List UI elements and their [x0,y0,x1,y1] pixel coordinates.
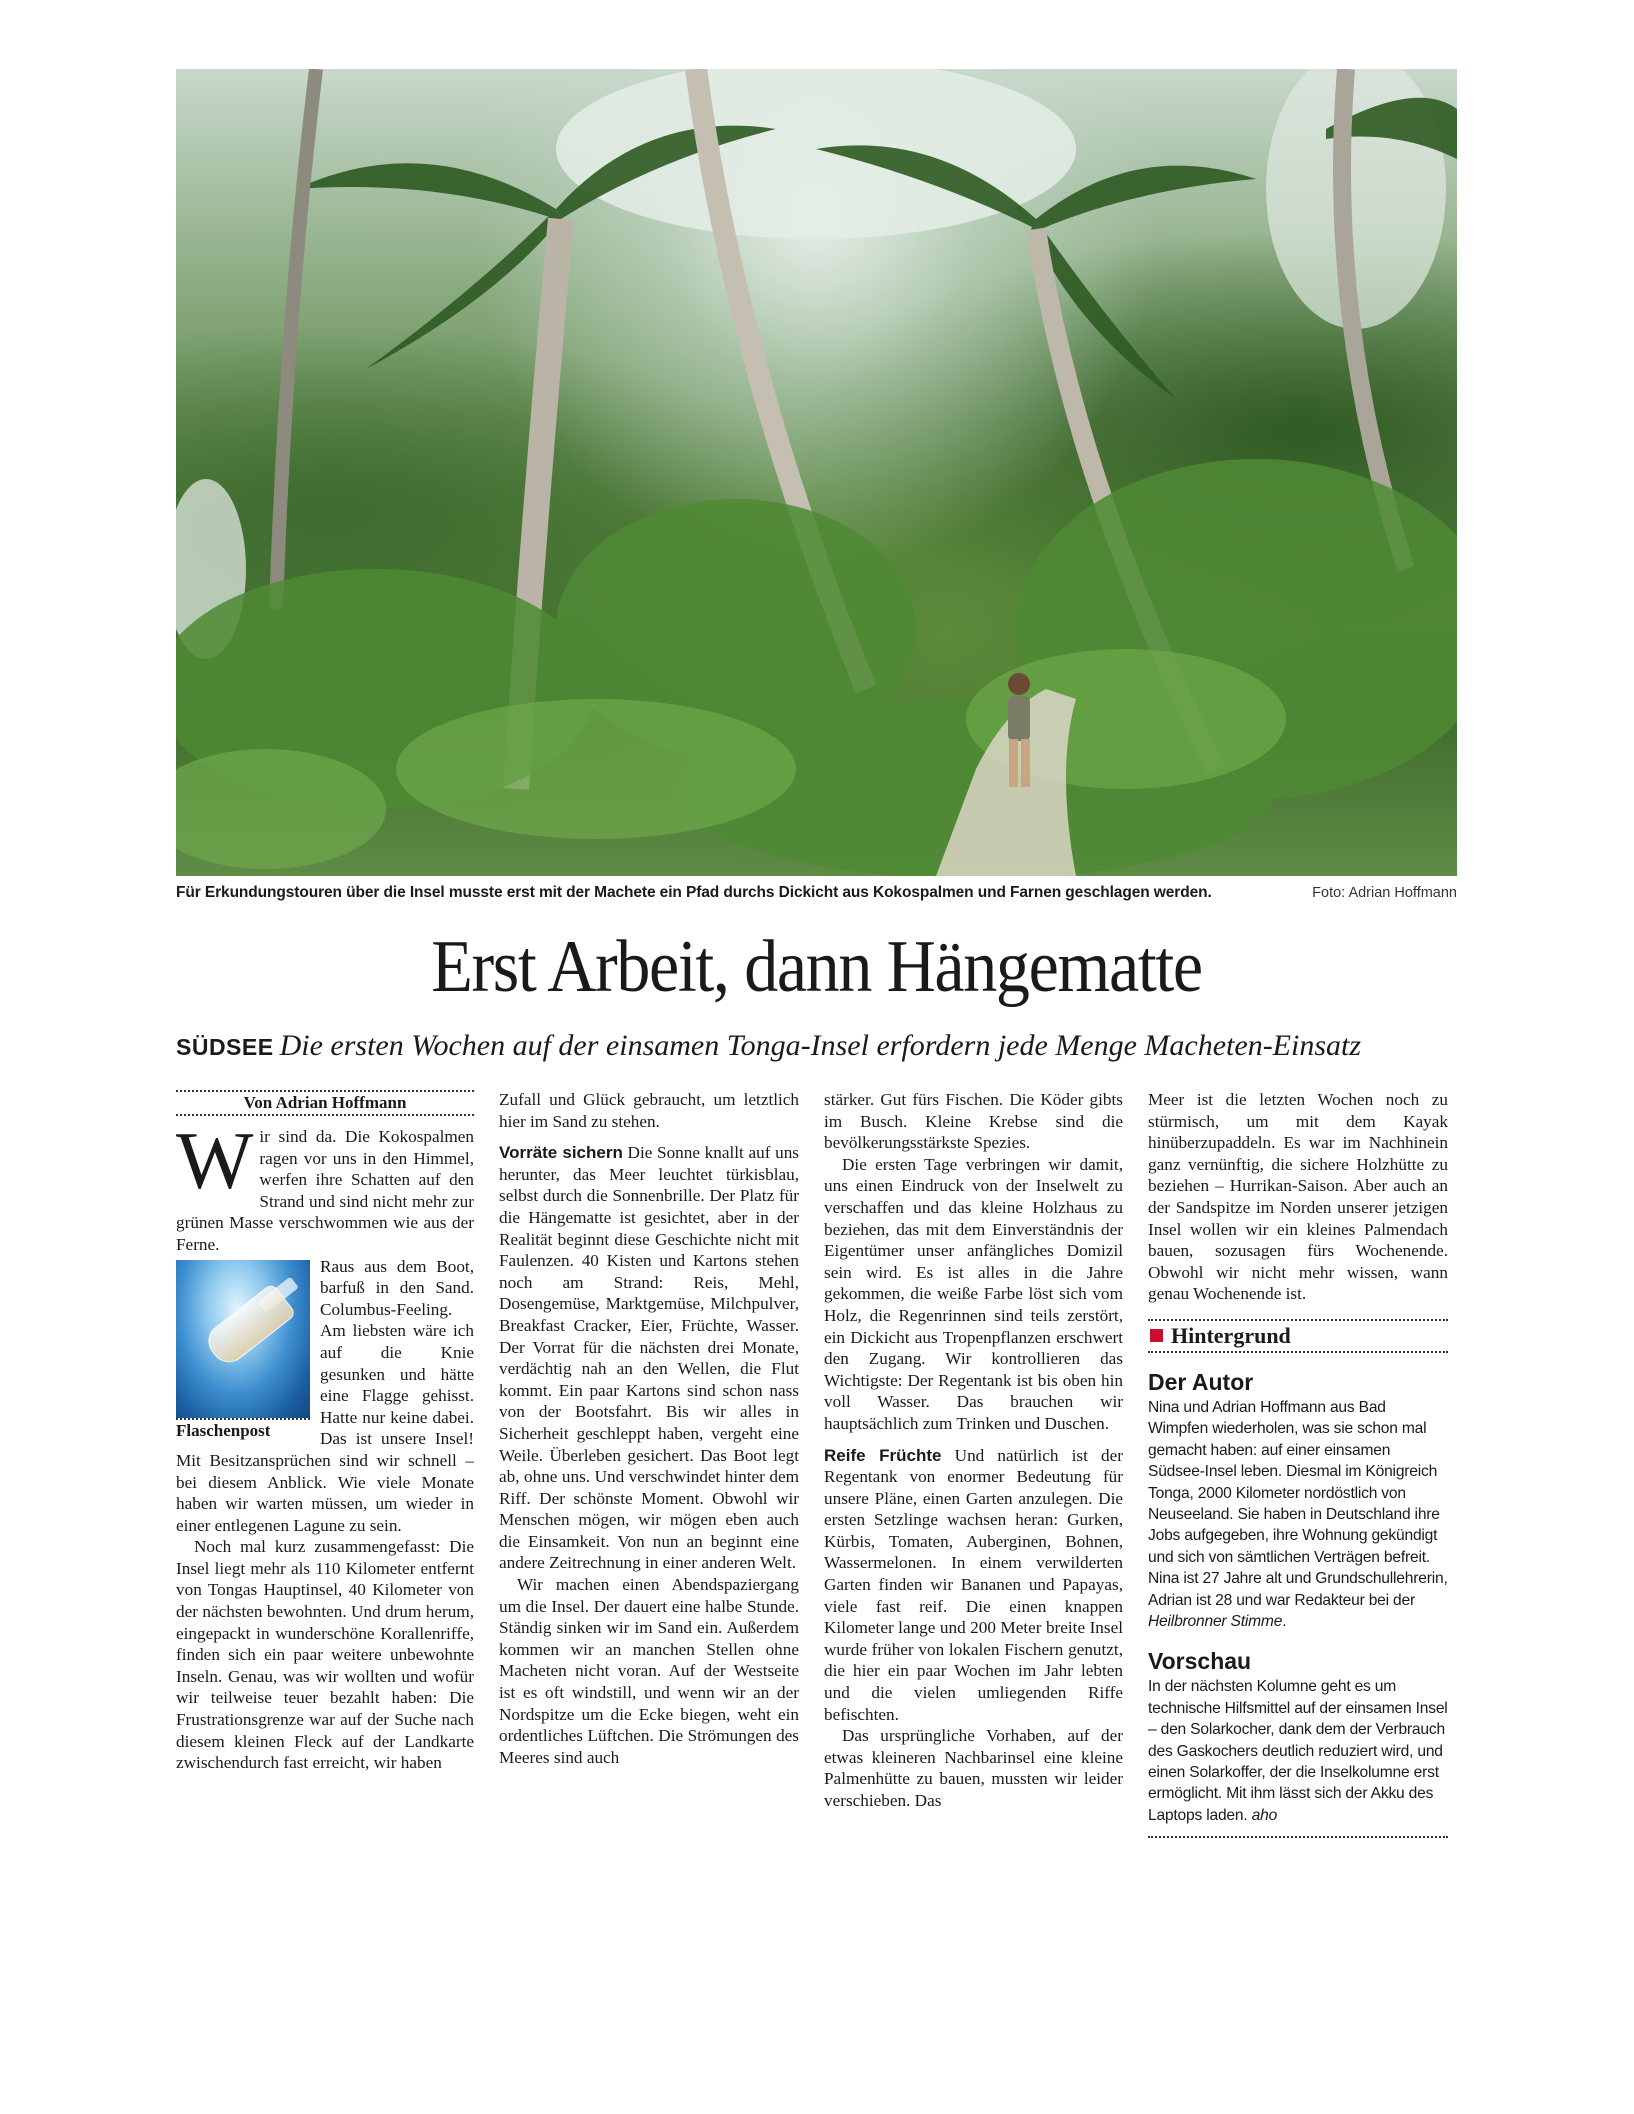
headline: Erst Arbeit, dann Hängematte [431,926,1202,1008]
hintergrund-box [1148,1319,1448,1353]
paragraph: Die ersten Tage verbringen wir damit, uns einen Eindruck von der Inselwelt zu verschaffen und das kleine Holzhaus zu beziehen, das mit dem Einverständnis der Eigentümer unser anfängliches Domizil sein wird. Es ist alles in die Jahre gekommen, die weiße Farbe löst sich vom Holz, die Regenrinnen sind teils zerstört, ein Dickicht aus Tropenpflanzen erschwert den Zugang. Wir kontrollieren das Wichtigste: Der Regentank ist bis oben hin voll Wasser. Das brauchen wir hauptsächlich zum Trinken und Duschen. [824,1154,1123,1433]
author-text: Nina und Adrian Hoffmann aus Bad Wimpfen wiederholen, was sie schon mal gemacht haben: auf einer einsamen Südsee-Insel leben. Diesmal im Königreich Tonga, 2000 Kilometer nordöstlich von Neuseeland. Sie haben in Deutschland ihre Jobs aufgegeben, ihre Wohnung gekündigt und sich von sämtlichen Verträgen befreit. Nina ist 27 Jahre alt und Grundschullehrerin, Adrian ist 28 und war Redakteur bei der Heilbronner Stimme. [1148,1398,1448,1630]
paragraph: Wir sind da. Die Kokospalmen ragen vor uns in den Himmel, werfen ihre Schatten auf den Strand und sind nicht mehr zur grünen Masse verschwommen wie aus der Ferne. [176,1115,474,1254]
paragraph: Wir machen einen Abendspaziergang um die Insel. Der dauert eine halbe Stunde. Ständig sinken wir im Sand ein. Außerdem kommen wir an manchen Stellen ohne Macheten nicht voran. Auf der Westseite ist es oft windstill, und wenn wir an der Nordspitze um die Ecke biegen, weht ein ordentliches Lüftchen. Die Strömungen des Meeres sind auch [499,1575,799,1767]
paragraph: Noch mal kurz zusammengefasst: Die Insel liegt mehr als 110 Kilometer entfernt von Tongas Hauptinsel, 40 Kilometer von der nächsten bewohnten. Und drum herum, eingepackt in wunderschöne Korallenriffe, finden sich ein paar weitere unbewohnte Inseln. Genau, was wir wollten und wofür wir teilweise teuer bezahlt haben: Die Frustrationsgrenze war auf der Suche nach diesem kleinen Fleck auf der Landkarte zwischendurch fast erreicht, wir haben [176,1537,474,1773]
subline [176,1026,1457,1067]
paragraph: stärker. Gut fürs Fischen. Die Köder gibts im Busch. Kleine Krebse sind die bevölkerungsstärkste Spezies. [824,1090,1123,1153]
flaschenpost-inset [176,1260,310,1441]
subhead: Reife Früchte [824,1445,942,1465]
signature: aho [1251,1806,1278,1824]
paragraph: Zufall und Glück gebraucht, um letztlich hier im Sand zu stehen. [499,1090,799,1131]
article-column-4 [1148,1089,1448,1838]
hero-photo [176,69,1457,876]
article-column-2 [499,1089,799,1768]
paragraph: Vorräte sichern Die Sonne knallt auf uns herunter, das Meer leuchtet türkisblau, selbst durch die Sonnenbrille. Der Platz für die Hängematte ist gesichtet, aber in der Realität beginnt diese Geschichte nicht mit Faulenzen. 40 Kisten und Kartons stehen noch am Strand: Reis, Mehl, Dosengemüse, Marktgemüse, Milchpulver, Breakfast Cracker, Eier, Früchte, Wasser. Der Vorrat für die nächsten drei Monate, verdächtig nah an den Wellen, die Flut kommt. Ein paar Kartons sind schon nass von der Bootsfahrt. Bis wir alles in Sicherheit geschleppt haben, vergeht eine Weile. Überleben gesichert. Das Boot legt ab, ohne uns. Und verschwindet hinter dem Riff. Der schönste Moment. Obwohl wir Menschen mögen, wir mögen eben auch die Einsamkeit. Von nun an beginnt eine andere Zeitrechnung in einer anderen Welt. [499,1143,799,1573]
photo-credit: Foto: Adrian Hoffmann [1312,885,1457,901]
red-square-icon [1150,1329,1163,1342]
paragraph: Meer ist die letzten Wochen noch zu stürmisch, um mit dem Kayak hinüberzupaddeln. Es war im Nachhinein ganz vernünftig, die sichere Holzhütte zu beziehen – Hurrikan-Saison. Aber auch an der Sandspitze im Norden unserer jetzigen Insel wollen wir ein kleines Palmendach bauen, sozusagen fürs Wochenende. Obwohl wir nicht mehr wissen, wann genau Wochenende ist. [1148,1090,1448,1304]
dropcap: W [176,1115,254,1206]
kicker: SÜDSEE [176,1034,274,1060]
bottle-image [176,1260,310,1418]
end-rule [1148,1836,1448,1838]
byline: Von Adrian Hoffmann [176,1090,474,1116]
paragraph: Raus aus dem Boot, barfuß in den Sand. Columbus-Feeling. Am liebsten wäre ich auf die Knie gesunken und hätte eine Flagge gehisst. Hatte nur keine dabei. Das ist unsere Insel! Mit Besitzansprüchen sind wir schnell – bei diesem Anblick. Wie viele Monate haben wir warten müssen, um wieder in einer entlegenen Lagune zu sein. [176,1256,474,1535]
paragraph: Das ursprüngliche Vorhaben, auf der etwas kleineren Nachbarinsel eine kleine Palmenhütte zu bauen, mussten wir leider verschieben. Das [824,1726,1123,1810]
caption-text: Für Erkundungstouren über die Insel musste erst mit der Machete ein Pfad durchs Dickicht aus Kokospalmen und Farnen geschlagen werden. [176,884,1212,901]
subline-text: Die ersten Wochen auf der einsamen Tonga-Insel erfordern jede Menge Macheten-Einsatz [279,1029,1362,1062]
article-column-3 [824,1089,1123,1812]
preview-text: In der nächsten Kolumne geht es um technische Hilfsmittel auf der einsamen Insel – den Solarkocher, dank dem der Verbrauch des Gaskochers deutlich reduziert wird, und einen Solarkoffer, der die Inselkolumne erst ermöglicht. Mit ihm lässt sich der Akku des Laptops laden. aho [1148,1678,1448,1824]
hero-photo-illustration [176,69,1457,876]
article-column-1 [176,1090,474,1774]
preview-heading: Vorschau [1148,1648,1252,1675]
subhead: Vorräte sichern [499,1143,623,1163]
newspaper-name: Heilbronner Stimme [1148,1613,1283,1630]
author-heading: Der Autor [1148,1368,1254,1395]
hintergrund-title: Hintergrund [1171,1323,1291,1349]
photo-caption [176,884,1457,908]
paragraph: Reife Früchte Und natürlich ist der Regentank von enormer Bedeutung für unsere Pläne, einen Garten anzulegen. Die ersten Setzlinge wachsen heran: Gurken, Kürbis, Tomaten, Auberginen, Bohnen, Wassermelonen. In einem verwilderten Garten finden wir Bananen und Papayas, viele fast reif. Die einen knappen Kilometer lange und 200 Meter breite Insel wurde früher von lokalen Fischern genutzt, die hier ein paar Wochen im Jahr lebten und die vielen umliegenden Riffe befischten. [824,1445,1123,1724]
inset-label: Flaschenpost [176,1418,310,1441]
